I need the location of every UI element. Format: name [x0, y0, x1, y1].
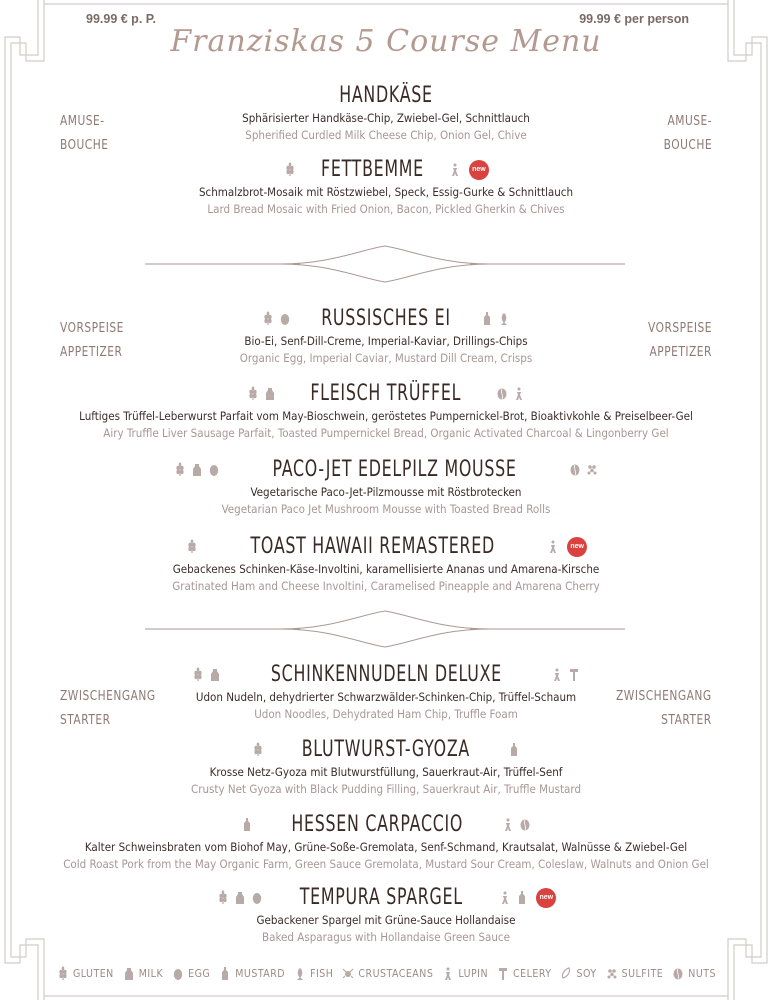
- price-per-person-de: 99.99 € p. P.: [86, 12, 156, 26]
- dish-name: SCHINKENNUDELN DELUXE: [270, 662, 502, 687]
- legend-item-crustaceans: [341, 966, 433, 982]
- milk-icon: [208, 667, 222, 683]
- mustard-icon: [240, 817, 254, 833]
- legend-label: EGG: [188, 968, 211, 980]
- dish-paco-jet-mousse: [0, 456, 772, 518]
- legend-label: LUPIN: [458, 968, 489, 980]
- nuts-icon: [518, 817, 532, 833]
- dish-description-en: Lard Bread Mosaic with Fried Onion, Bacon, Pickled Gherkin & Chives: [207, 202, 565, 216]
- soy-icon: [559, 966, 573, 982]
- lupin-icon: [498, 890, 512, 906]
- dish-description-en: Organic Egg, Imperial Caviar, Mustard Dill Cream, Crisps: [239, 351, 533, 365]
- dish-fettbemme: [0, 156, 772, 218]
- egg-icon: [278, 311, 292, 327]
- legend-label: NUTS: [688, 968, 717, 980]
- legend-item-gluten: [56, 966, 114, 982]
- nuts-icon: [568, 462, 582, 478]
- celery-icon: [567, 667, 581, 683]
- section-label-line: VORSPEISE: [648, 321, 712, 336]
- new-badge: new: [567, 537, 587, 557]
- legend-item-fish: [293, 966, 333, 982]
- legend-label: CELERY: [513, 968, 552, 980]
- section-label-line: STARTER: [661, 713, 712, 728]
- dish-description-de: Gebackener Spargel mit Grüne-Sauce Hollandaise: [256, 913, 516, 927]
- mustard-icon: [480, 311, 494, 327]
- dish-russisches-ei: [0, 305, 772, 367]
- legend-item-sulfite: [605, 966, 664, 982]
- dish-name: HESSEN CARPACCIO: [291, 812, 464, 837]
- dish-name: PACO-JET EDELPILZ MOUSSE: [272, 457, 517, 482]
- gluten-icon: [261, 311, 275, 327]
- legend-label: SOY: [576, 968, 597, 980]
- dish-description-de: Kalter Schweinsbraten vom Biohof May, Grüne-Soße-Gremolata, Senf-Schmand, Krautsalat, Walnüsse & Zwiebel-Gel: [84, 840, 688, 854]
- lupin-icon: [546, 539, 560, 555]
- section-label-line: VORSPEISE: [60, 321, 124, 336]
- egg-icon: [207, 462, 221, 478]
- legend-label: MUSTARD: [235, 968, 286, 980]
- allergen-icons-right: [448, 160, 489, 180]
- dish-description-en: Baked Asparagus with Hollandaise Green Sauce: [262, 930, 510, 944]
- dish-description-de: Bio-Ei, Senf-Dill-Creme, Imperial-Kaviar, Drillings-Chips: [244, 334, 528, 348]
- dish-name: HANDKÄSE: [339, 83, 433, 108]
- lupin-icon: [501, 817, 515, 833]
- dish-description-en: Airy Truffle Liver Sausage Parfait, Toasted Pumpernickel Bread, Organic Activated Charcoal & Lingonberry Gel: [103, 426, 669, 440]
- celery-icon: [496, 966, 510, 982]
- allergen-icons-right: [568, 462, 599, 478]
- new-badge: new: [536, 888, 556, 908]
- gluten-icon: [191, 667, 205, 683]
- dish-fleisch-trueffel: [0, 380, 772, 442]
- section-label-line: STARTER: [60, 713, 111, 728]
- allergen-icons-left: [283, 162, 297, 178]
- dish-description-de: Krosse Netz-Gyoza mit Blutwurstfüllung, Sauerkraut-Air, Trüffel-Senf: [209, 765, 563, 779]
- dish-name: FLEISCH TRÜFFEL: [310, 381, 462, 406]
- allergen-icons-left: [251, 742, 265, 758]
- gluten-icon: [216, 890, 230, 906]
- allergen-icons-right: [480, 311, 511, 327]
- sulfite-icon: [585, 462, 599, 478]
- gluten-icon: [283, 162, 297, 178]
- dish-tempura-spargel: [0, 884, 772, 946]
- section-label-line: APPETIZER: [60, 345, 123, 360]
- legend-item-nuts: [671, 966, 716, 982]
- milk-icon: [122, 966, 136, 982]
- dish-description-de: Udon Nudeln, dehydrierter Schwarzwälder-Schinken-Chip, Trüffel-Schaum: [195, 690, 577, 704]
- legend-label: CRUSTACEANS: [358, 968, 434, 980]
- gluten-icon: [173, 462, 187, 478]
- dish-description-en: Vegetarian Paco Jet Mushroom Mousse with Toasted Bread Rolls: [221, 502, 551, 516]
- legend-item-milk: [122, 966, 163, 982]
- lupin-icon: [512, 386, 526, 402]
- dish-description-en: Crusty Net Gyoza with Black Pudding Filling, Sauerkraut Air, Truffle Mustard: [190, 782, 582, 796]
- gluten-icon: [246, 386, 260, 402]
- dish-description-en: Spherified Curdled Milk Cheese Chip, Onion Gel, Chive: [245, 128, 527, 142]
- egg-icon: [250, 890, 264, 906]
- crustaceans-icon: [341, 966, 355, 982]
- fish-icon: [497, 311, 511, 327]
- dish-hessen-carpaccio: [0, 811, 772, 873]
- dish-description-de: Schmalzbrot-Mosaik mit Röstzwiebel, Speck, Essig-Gurke & Schnittlauch: [198, 185, 574, 199]
- dish-name: TEMPURA SPARGEL: [299, 885, 463, 910]
- nuts-icon: [671, 966, 685, 982]
- lupin-icon: [448, 162, 462, 178]
- legend-item-soy: [559, 966, 596, 982]
- legend-item-lupin: [441, 966, 488, 982]
- lupin-icon: [550, 667, 564, 683]
- milk-icon: [233, 890, 247, 906]
- dish-blutwurst-gyoza: [0, 736, 772, 798]
- mustard-icon: [507, 742, 521, 758]
- allergen-icons-right: [550, 667, 581, 683]
- allergen-icons-left: [191, 667, 222, 683]
- section-label-line: ZWISCHENGANG: [616, 689, 712, 704]
- nuts-icon: [495, 386, 509, 402]
- new-badge: new: [469, 160, 489, 180]
- dish-description-de: Gebackenes Schinken-Käse-Involtini, karamellisierte Ananas und Amarena-Kirsche: [172, 562, 600, 576]
- milk-icon: [263, 386, 277, 402]
- allergen-icons-left: [185, 539, 199, 555]
- allergen-icons-left: [261, 311, 292, 327]
- dish-description-en: Cold Roast Pork from the May Organic Farm, Green Sauce Gremolata, Mustard Sour Cream, Coleslaw, Walnuts and Onion Gel: [63, 857, 709, 871]
- allergen-icons-right: [495, 386, 526, 402]
- fish-icon: [293, 966, 307, 982]
- allergen-icons-left: [173, 462, 221, 478]
- dish-description-de: Vegetarische Paco-Jet-Pilzmousse mit Röstbrotecken: [250, 485, 522, 499]
- dish-schinkennudeln: [0, 661, 772, 723]
- allergen-icons-right: [498, 888, 556, 908]
- section-label-line: AMUSE-: [667, 114, 712, 129]
- gluten-icon: [185, 539, 199, 555]
- dish-description-de: Luftiges Trüffel-Leberwurst Parfait vom May-Bioschwein, geröstetes Pumpernickel-Brot, Bioaktivkohle & Preiselbeer-Gel: [79, 409, 693, 423]
- gluten-icon: [251, 742, 265, 758]
- section-label-line: APPETIZER: [649, 345, 712, 360]
- section-label-line: AMUSE-: [60, 114, 105, 129]
- dish-description-en: Gratinated Ham and Cheese Involtini, Caramelised Pineapple and Amarena Cherry: [172, 579, 600, 593]
- allergen-icons-left: [246, 386, 277, 402]
- gluten-icon: [56, 966, 70, 982]
- lupin-icon: [441, 966, 455, 982]
- legend-item-egg: [171, 966, 210, 982]
- legend-label: MILK: [138, 968, 164, 980]
- dish-name: RUSSISCHES EI: [321, 306, 451, 331]
- mustard-icon: [218, 966, 232, 982]
- dish-handkaese: [0, 82, 772, 144]
- section-label-line: ZWISCHENGANG: [60, 689, 156, 704]
- dish-name: FETTBEMME: [321, 157, 424, 182]
- mustard-icon: [515, 890, 529, 906]
- milk-icon: [190, 462, 204, 478]
- legend-item-celery: [496, 966, 551, 982]
- legend-label: FISH: [310, 968, 334, 980]
- allergen-icons-right: [507, 742, 521, 758]
- section-label-line: BOUCHE: [663, 138, 712, 153]
- price-per-person-en: 99.99 € per person: [579, 12, 689, 26]
- section-label-line: BOUCHE: [60, 138, 109, 153]
- egg-icon: [171, 966, 185, 982]
- dish-toast-hawaii: [0, 533, 772, 595]
- legend-item-mustard: [218, 966, 285, 982]
- allergen-icons-left: [216, 890, 264, 906]
- allergen-icons-right: [546, 537, 587, 557]
- sulfite-icon: [605, 966, 619, 982]
- allergen-icons-right: [501, 817, 532, 833]
- dish-description-en: Udon Noodles, Dehydrated Ham Chip, Truffle Foam: [254, 707, 518, 721]
- dish-description-de: Sphärisierter Handkäse-Chip, Zwiebel-Gel, Schnittlauch: [242, 111, 530, 125]
- allergen-icons-left: [240, 817, 254, 833]
- menu-title: Franziskas 5 Course Menu: [170, 24, 602, 59]
- allergen-legend: [0, 966, 772, 982]
- legend-label: SULFITE: [621, 968, 664, 980]
- dish-name: BLUTWURST-GYOZA: [301, 737, 471, 762]
- dish-name: TOAST HAWAII REMASTERED: [250, 534, 495, 559]
- legend-label: GLUTEN: [72, 968, 114, 980]
